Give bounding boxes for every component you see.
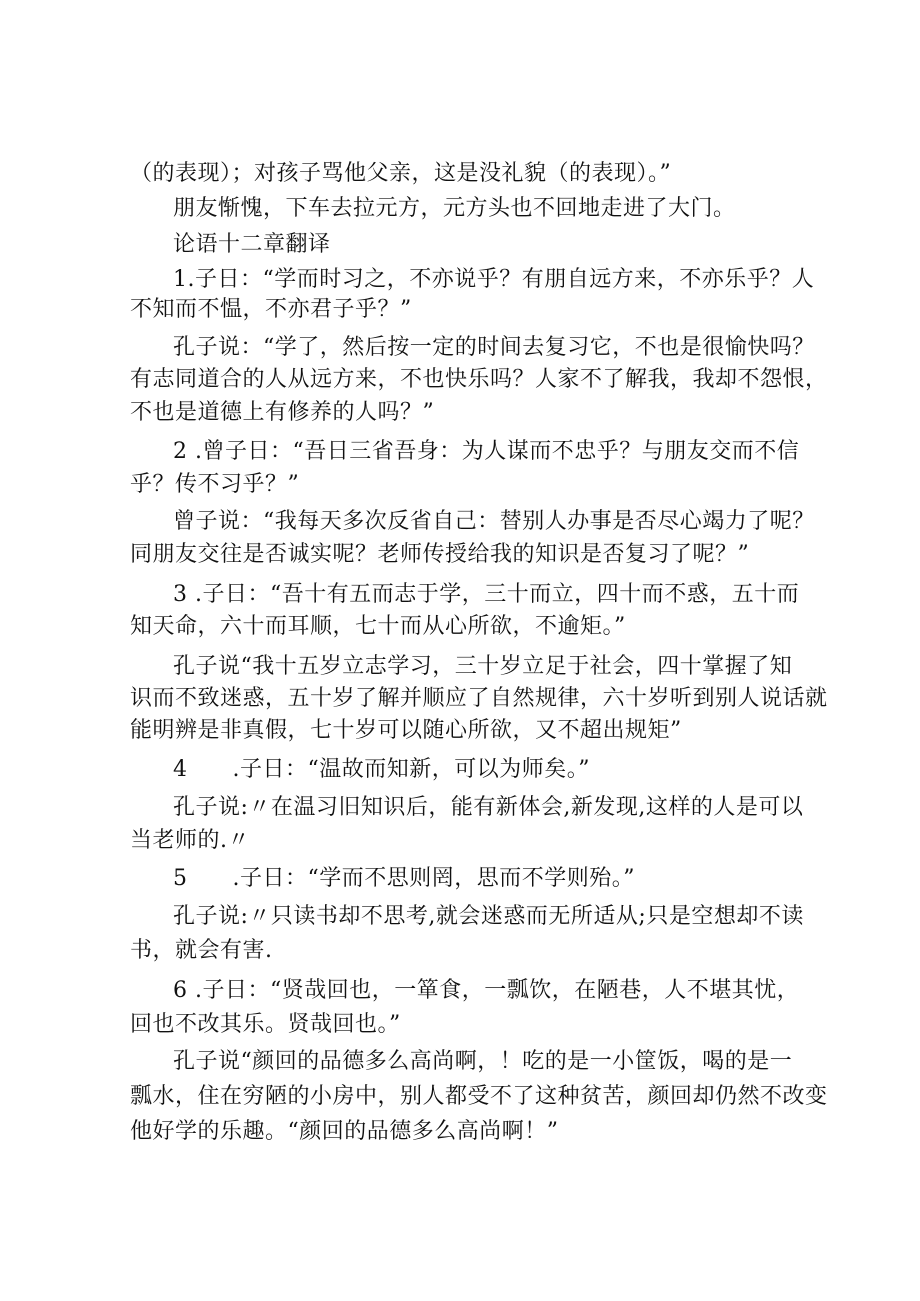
text-line: 不也是道德上有修养的人吗？”	[130, 400, 435, 425]
text-line: 有志同道合的人从远方来，不也快乐吗？人家不了解我，我却不怨恨，	[130, 367, 828, 392]
text-line: 孔子说“我十五岁立志学习，三十岁立足于社会，四十掌握了知	[173, 654, 793, 679]
text-line: 5 .子日：“学而不思则罔，思而不学则殆。”	[173, 866, 635, 891]
text-line: 孔子说：“学了，然后按一定的时间去复习它，不也是很愉快吗？	[173, 335, 815, 360]
text-line: 孔子说:〃在温习旧知识后，能有新体会,新发现,这样的人是可以	[173, 795, 804, 820]
text-line: 能明辨是非真假，七十岁可以随心所欲，又不超出规矩”	[130, 718, 682, 743]
text-line: 回也不改其乐。贤哉回也。”	[130, 1012, 401, 1037]
text-line: 1.子日：“学而时习之，不亦说乎？有朋自远方来，不亦乐乎？人	[173, 267, 815, 292]
text-line: 书，就会有害.	[130, 938, 273, 963]
text-line: 他好学的乐趣。“颜回的品德多么高尚啊！”	[130, 1119, 559, 1144]
section-heading: 论语十二章翻译	[173, 232, 331, 257]
text-line: 曾子说：“我每天多次反省自己：替别人办事是否尽心竭力了呢？	[173, 509, 815, 534]
text-line: 孔子说“颜回的品德多么高尚啊，！吃的是一小筐饭，喝的是一	[173, 1049, 793, 1074]
text-line: （的表现）；对孩子骂他父亲，这是没礼貌（的表现）。”	[130, 161, 672, 186]
text-line: 瓢水，住在穷陋的小房中，别人都受不了这种贫苦，颜回却仍然不改变	[130, 1084, 828, 1109]
text-line: 3 .子日：“吾十有五而志于学，三十而立，四十而不惑，五十而	[173, 582, 800, 607]
text-line: 识而不致迷惑，五十岁了解并顺应了自然规律，六十岁听到别人说话就	[130, 686, 828, 711]
text-line: 知天命，六十而耳顺，七十而从心所欲，不逾矩。”	[130, 614, 626, 639]
text-line: 4 .子日：“温故而知新，可以为师矣。”	[173, 757, 590, 782]
text-line: 不知而不愠，不亦君子乎？”	[130, 297, 412, 322]
text-line: 乎？传不习乎？”	[130, 472, 300, 497]
text-line: 6 .子日：“贤哉回也，一箪食，一瓢饮，在陋巷，人不堪其忧，	[173, 978, 800, 1003]
text-line: 同朋友交往是否诚实呢？老师传授给我的知识是否复习了呢？”	[130, 542, 750, 567]
text-line: 当老师的.〃	[130, 828, 250, 853]
text-line: 朋友惭愧，下车去拉元方，元方头也不回地走进了大门。	[173, 196, 736, 221]
text-line: 2 .曾子日：“吾日三省吾身：为人谋而不忠乎？与朋友交而不信	[173, 439, 800, 464]
text-line: 孔子说:〃只读书却不思考,就会迷惑而无所适从;只是空想却不读	[173, 904, 804, 929]
